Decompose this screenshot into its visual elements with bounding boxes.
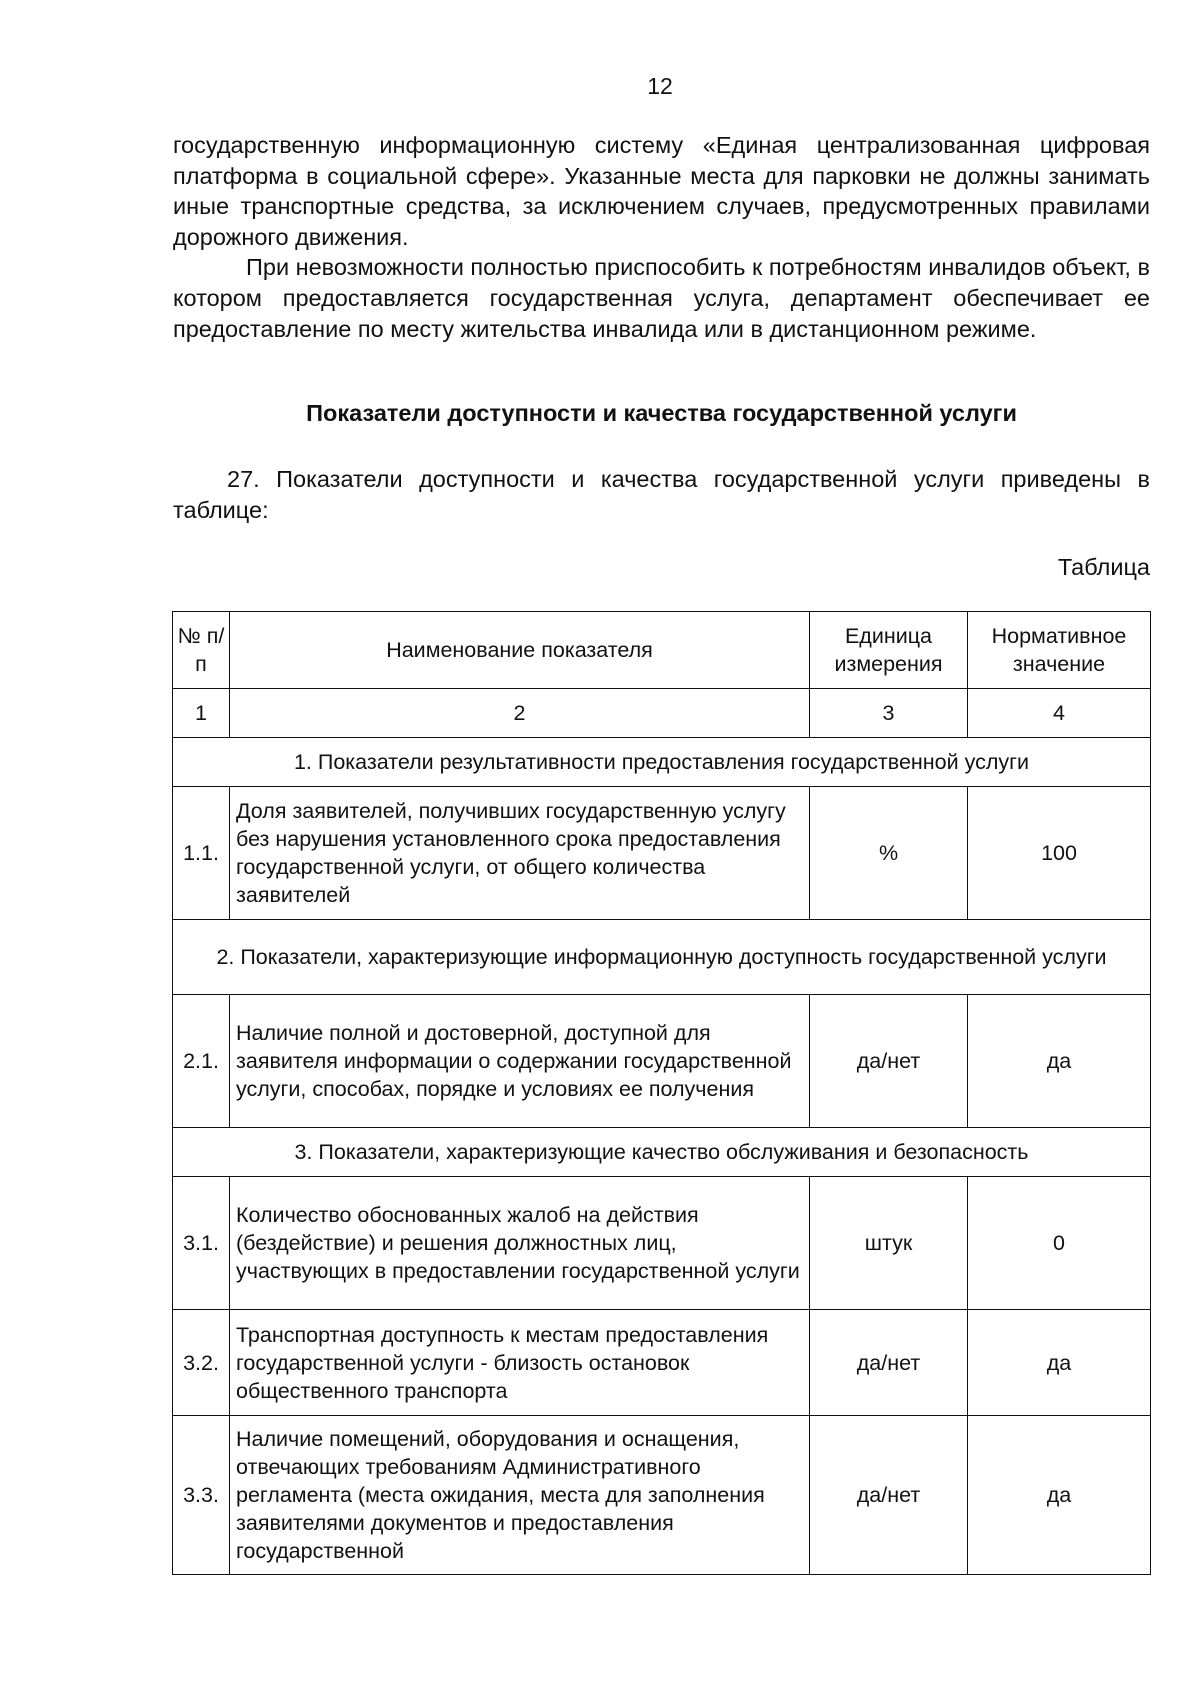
row-num: 3.3. bbox=[173, 1416, 230, 1575]
row-value: 0 bbox=[968, 1177, 1151, 1310]
table-row bbox=[173, 1416, 1151, 1575]
group-title: 2. Показатели, характеризующие информационную доступность государственной услуги bbox=[173, 920, 1151, 995]
column-index-cell: 1 bbox=[173, 689, 230, 738]
paragraph-disabled-access: При невозможности полностью приспособить к потребностям инвалидов объект, в котором предоставляется государственная услуга, департамент обеспечивает ее предоставление по месту жительства инвалида или в дистанционном режиме. bbox=[173, 254, 1150, 342]
row-name: Транспортная доступность к местам предоставления государственной услуги - близость остановок общественного транспорта bbox=[230, 1310, 810, 1416]
column-index-cell: 3 bbox=[810, 689, 968, 738]
row-unit: да/нет bbox=[810, 1416, 968, 1575]
row-unit: да/нет bbox=[810, 1310, 968, 1416]
table-row bbox=[173, 787, 1151, 920]
column-index-cell: 2 bbox=[230, 689, 810, 738]
body-text bbox=[173, 130, 1150, 344]
row-unit: да/нет bbox=[810, 995, 968, 1128]
row-num: 3.1. bbox=[173, 1177, 230, 1310]
table-header-row bbox=[173, 612, 1151, 689]
row-name: Наличие полной и достоверной, доступной для заявителя информации о содержании государственной услуги, способах, порядке и условиях ее получения bbox=[230, 995, 810, 1128]
item-27-text: 27. Показатели доступности и качества государственной услуги приведены в таблице: bbox=[173, 466, 1150, 523]
table-row bbox=[173, 1310, 1151, 1416]
row-value: да bbox=[968, 995, 1151, 1128]
table-row bbox=[173, 995, 1151, 1128]
section-title: Показатели доступности и качества государственной услуги bbox=[306, 400, 1017, 426]
row-unit: штук bbox=[810, 1177, 968, 1310]
group-row bbox=[173, 738, 1151, 787]
table-caption: Таблица bbox=[1057, 554, 1150, 580]
row-name: Наличие помещений, оборудования и оснащения, отвечающих требованиям Административного регламента (места ожидания, места для заполнения заявителями документов и предоставления государственной bbox=[230, 1416, 810, 1575]
row-unit: % bbox=[810, 787, 968, 920]
column-index-cell: 4 bbox=[968, 689, 1151, 738]
row-num: 2.1. bbox=[173, 995, 230, 1128]
page-number: 12 bbox=[647, 73, 673, 99]
row-name: Доля заявителей, получивших государственную услугу без нарушения установленного срока предоставления государственной услуги, от общего количества заявителей bbox=[230, 787, 810, 920]
column-index-row bbox=[173, 689, 1151, 738]
row-value: да bbox=[968, 1416, 1151, 1575]
header-value: Нормативное значение bbox=[968, 612, 1151, 689]
header-num: № п/п bbox=[173, 612, 230, 689]
group-title: 1. Показатели результативности предоставления государственной услуги bbox=[173, 738, 1151, 787]
table-row bbox=[173, 1177, 1151, 1310]
row-num: 1.1. bbox=[173, 787, 230, 920]
group-row bbox=[173, 920, 1151, 995]
indicators-table bbox=[172, 611, 1151, 1575]
row-value: да bbox=[968, 1310, 1151, 1416]
group-row bbox=[173, 1128, 1151, 1177]
header-name: Наименование показателя bbox=[230, 612, 810, 689]
header-unit: Единица измерения bbox=[810, 612, 968, 689]
row-name: Количество обоснованных жалоб на действия (бездействие) и решения должностных лиц, участвующих в предоставлении государственной услуги bbox=[230, 1177, 810, 1310]
paragraph-parking: государственную информационную систему «Единая централизованная цифровая платформа в социальной сфере». Указанные места для парковки не должны занимать иные транспортные средства, за исключением случаев, предусмотренных правилами дорожного движения. bbox=[173, 132, 1150, 250]
row-num: 3.2. bbox=[173, 1310, 230, 1416]
item-27-block bbox=[173, 464, 1150, 525]
row-value: 100 bbox=[968, 787, 1151, 920]
group-title: 3. Показатели, характеризующие качество обслуживания и безопасность bbox=[173, 1128, 1151, 1177]
